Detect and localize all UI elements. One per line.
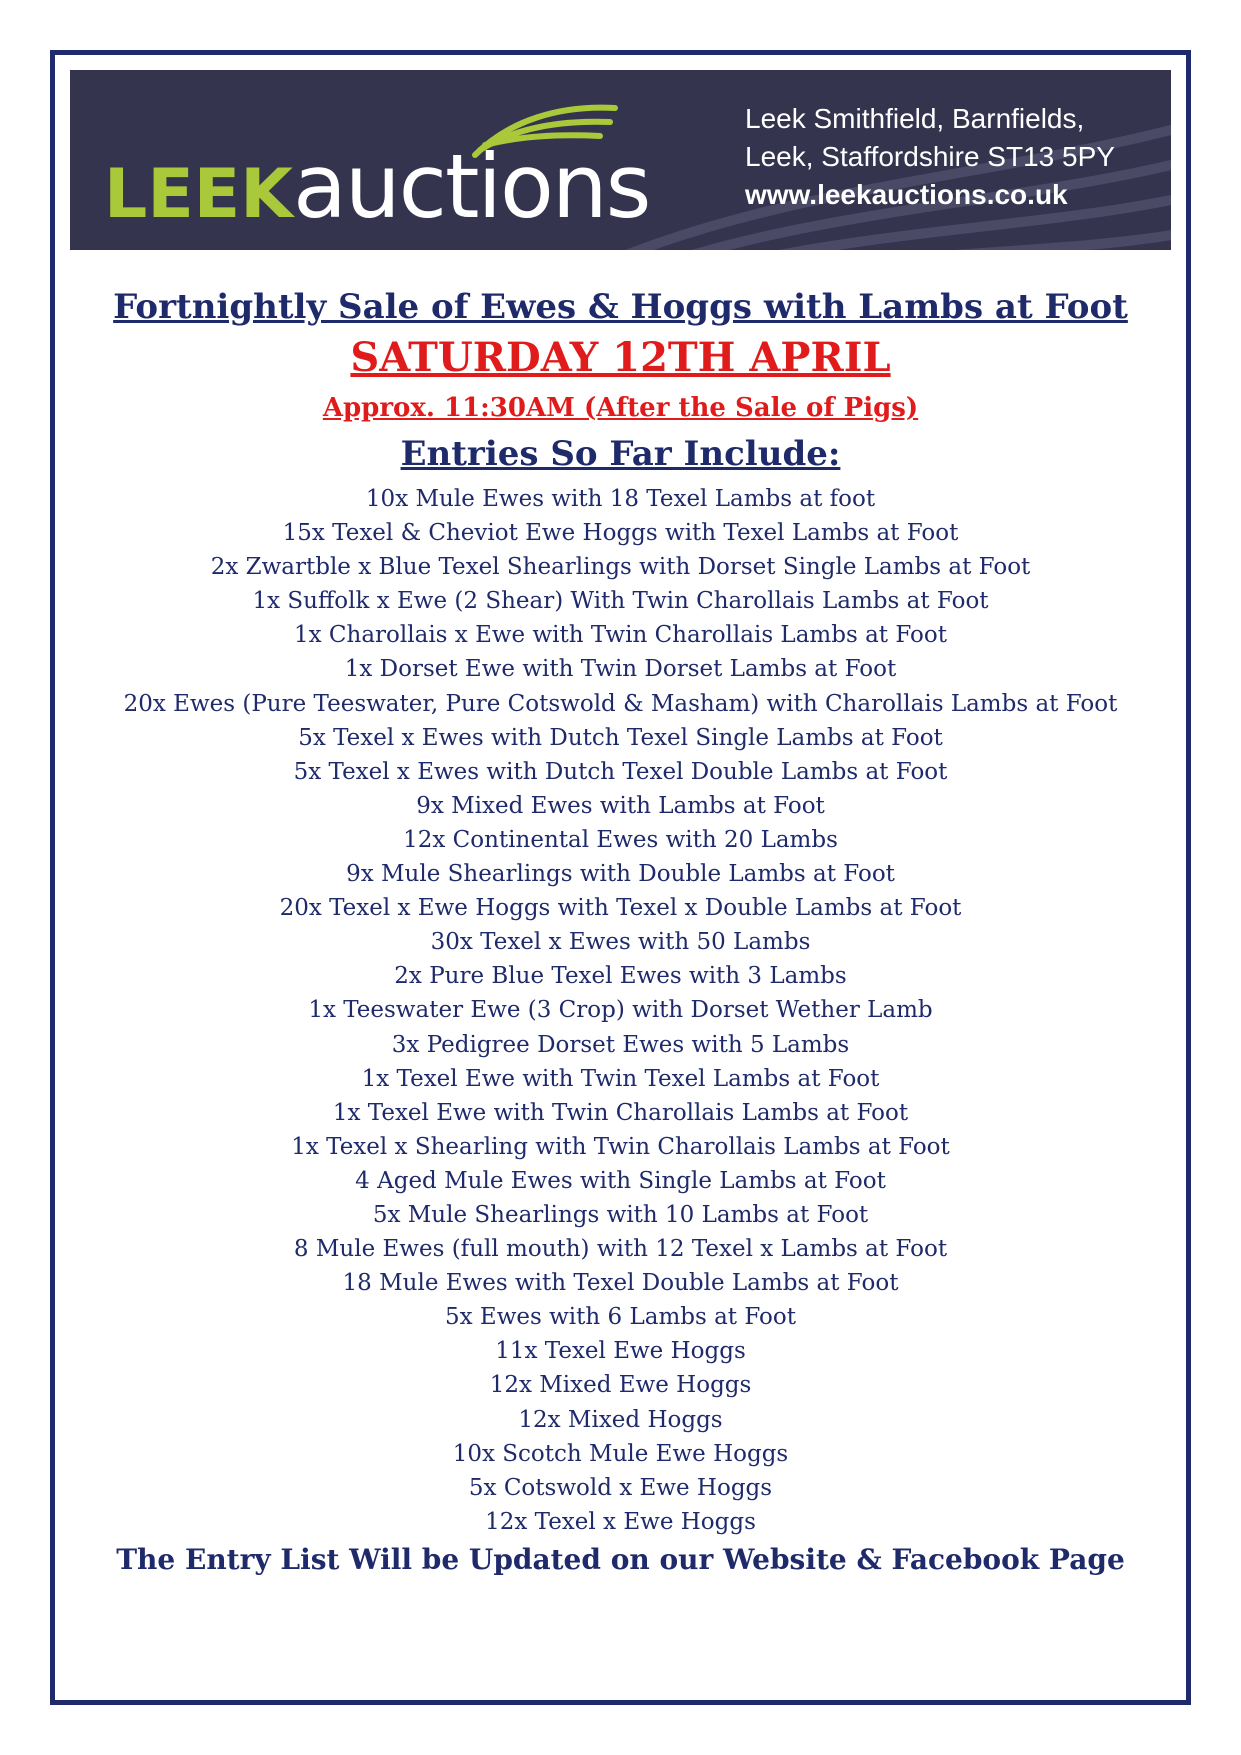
list-item: 15x Texel & Cheviot Ewe Hoggs with Texel Lambs at Foot (282, 520, 959, 547)
footer-note: The Entry List Will be Updated on our Website & Facebook Page (116, 1542, 1125, 1576)
header-banner (70, 70, 1171, 250)
logo-leek-text: LEEK (104, 155, 293, 234)
list-item: 5x Texel x Ewes with Dutch Texel Single Lambs at Foot (298, 724, 943, 751)
list-item: 12x Texel x Ewe Hoggs (485, 1508, 756, 1535)
entries-heading: Entries So Far Include: (400, 434, 841, 474)
list-item: 9x Mule Shearlings with Double Lambs at Foot (346, 861, 895, 888)
sale-date: SATURDAY 12TH APRIL (350, 334, 891, 381)
address-line-1: Leek Smithfield, Barnfields, (745, 103, 1085, 134)
list-item: 1x Texel Ewe with Twin Texel Lambs at Foot (361, 1065, 880, 1092)
list-item: 9x Mixed Ewes with Lambs at Foot (416, 792, 825, 819)
website-link[interactable]: www.leekauctions.co.uk (745, 179, 1068, 210)
list-item: 5x Mule Shearlings with 10 Lambs at Foot (372, 1201, 869, 1228)
list-item: 1x Teeswater Ewe (3 Crop) with Dorset Wether Lamb (308, 997, 933, 1024)
list-item: 10x Scotch Mule Ewe Hoggs (452, 1440, 789, 1467)
sale-title: Fortnightly Sale of Ewes & Hoggs with Lambs at Foot (113, 287, 1128, 327)
list-item: 30x Texel x Ewes with 50 Lambs (430, 929, 811, 956)
logo-auctions-text: auctions (292, 135, 650, 238)
list-item: 4 Aged Mule Ewes with Single Lambs at Foot (355, 1167, 886, 1194)
list-item: 2x Zwartble x Blue Texel Shearlings with Dorset Single Lambs at Foot (210, 554, 1031, 581)
list-item: 1x Charollais x Ewe with Twin Charollais Lambs at Foot (294, 622, 947, 649)
list-item: 2x Pure Blue Texel Ewes with 3 Lambs (394, 963, 847, 990)
list-item: 20x Texel x Ewe Hoggs with Texel x Double Lambs at Foot (279, 895, 962, 922)
list-item: 5x Texel x Ewes with Dutch Texel Double Lambs at Foot (293, 758, 948, 785)
list-item: 3x Pedigree Dorset Ewes with 5 Lambs (391, 1031, 850, 1058)
company-address (745, 100, 1135, 214)
list-item: 12x Mixed Hoggs (518, 1406, 723, 1433)
list-item: 12x Continental Ewes with 20 Lambs (403, 826, 838, 853)
flyer-content (70, 284, 1171, 1581)
list-item: 18 Mule Ewes with Texel Double Lambs at Foot (342, 1270, 899, 1297)
list-item: 1x Dorset Ewe with Twin Dorset Lambs at Foot (344, 656, 897, 683)
list-item: 1x Suffolk x Ewe (2 Shear) With Twin Charollais Lambs at Foot (252, 588, 989, 615)
list-item: 12x Mixed Ewe Hoggs (489, 1372, 752, 1399)
entries-list (70, 482, 1171, 1539)
list-item: 11x Texel Ewe Hoggs (495, 1338, 746, 1365)
company-logo (104, 132, 649, 242)
list-item: 1x Texel x Shearling with Twin Charollais Lambs at Foot (291, 1133, 950, 1160)
list-item: 5x Ewes with 6 Lambs at Foot (444, 1304, 796, 1331)
list-item: 20x Ewes (Pure Teeswater, Pure Cotswold & Masham) with Charollais Lambs at Foot (123, 690, 1118, 717)
list-item: 5x Cotswold x Ewe Hoggs (468, 1474, 773, 1501)
list-item: 1x Texel Ewe with Twin Charollais Lambs at Foot (332, 1099, 909, 1126)
list-item: 10x Mule Ewes with 18 Texel Lambs at foot (365, 486, 876, 512)
address-line-2: Leek, Staffordshire ST13 5PY (745, 141, 1115, 172)
sale-time: Approx. 11:30AM (After the Sale of Pigs) (322, 393, 919, 423)
list-item: 8 Mule Ewes (full mouth) with 12 Texel x Lambs at Foot (293, 1236, 948, 1263)
